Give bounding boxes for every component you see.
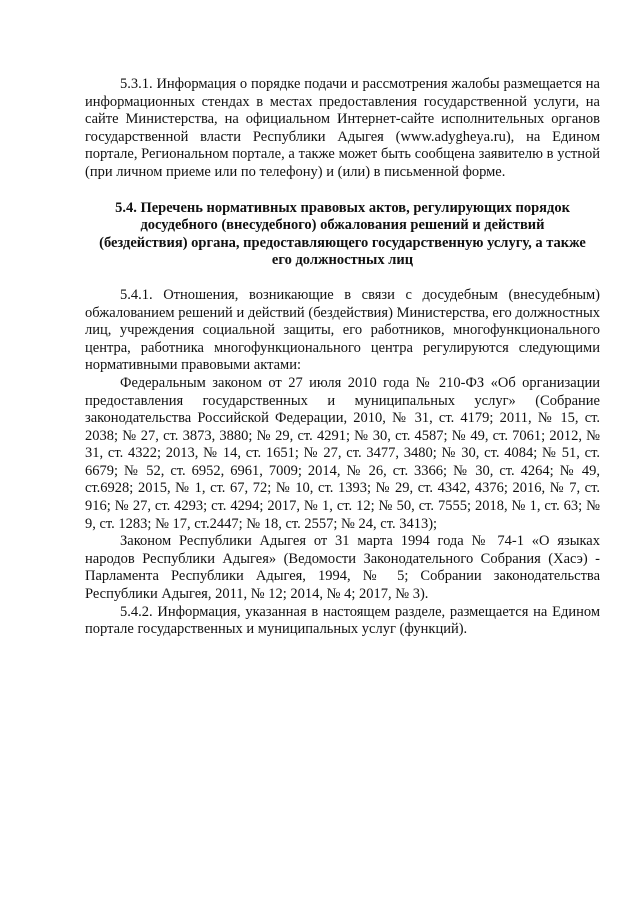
paragraph-5-4-2: 5.4.2. Информация, указанная в настоящем разделе, размещается на Едином портале государственных и муниципальных услуг (функций). (85, 603, 600, 638)
paragraph-5-4-1: 5.4.1. Отношения, возникающие в связи с досудебным (внесудебным) обжалованием решений и действий (бездействия) Министерства, его должностных лиц, учреждения социальной защиты, его работников, многофункционального центра, работника многофункционального центра регулируются следующими нормативными правовыми актами: (85, 286, 600, 374)
paragraph-regional-law: Законом Республики Адыгея от 31 марта 1994 года № 74-1 «О языках народов Республики Адыгея» (Ведомости Законодательного Собрания (Хасэ) - Парламента Республики Адыгея, 1994, № 5; Собрании законодательства Республики Адыгея, 2011, № 12; 2014, № 4; 2017, № 3). (85, 533, 600, 603)
section-heading-5-4: 5.4. Перечень нормативных правовых актов, регулирующих порядок досудебного (внесудебного) обжалования решений и действий (бездействия) органа, предоставляющего государственную услугу, а также его должностных лиц (99, 199, 586, 269)
paragraph-5-3-1: 5.3.1. Информация о порядке подачи и рассмотрения жалобы размещается на информационных стендах в местах предоставления государственной услуги, на сайте Министерства, на официальном Интернет-сайте исполнительных органов государственной власти Республики Адыгея (www.adygheya.ru), на Едином портале, Региональном портале, а также может быть сообщена заявителю в устной (при личном приеме или по телефону) и (или) в письменной форме. (85, 76, 600, 180)
document-page (85, 76, 600, 639)
paragraph-federal-law: Федеральным законом от 27 июля 2010 года № 210-ФЗ «Об организации предоставления государственных и муниципальных услуг» (Собрание законодательства Российской Федерации, 2010, № 31, ст. 4179; 2011, № 15, ст. 2038; № 27, ст. 3873, 3880; № 29, ст. 4291; № 30, ст. 4587; № 49, ст. 7061; 2012, № 31, ст. 4322; 2013, № 14, ст. 1651; № 27, ст. 3477, 3480; № 30, ст. 4084; № 51, ст. 6679; № 52, ст. 6952, 6961, 7009; 2014, № 26, ст. 3366; № 30, ст. 4264; № 49, ст.6928; 2015, № 1, ст. 67, 72; № 10, ст. 1393; № 29, ст. 4342, 4376; 2016, № 7, ст. 916; № 27, ст. 4293; ст. 4294; 2017, № 1, ст. 12; № 50, ст. 7555; 2018, № 1, ст. 63; № 9, ст. 1283; № 17, ст.2447; № 18, ст. 2557; № 24, ст. 3413); (85, 374, 600, 532)
